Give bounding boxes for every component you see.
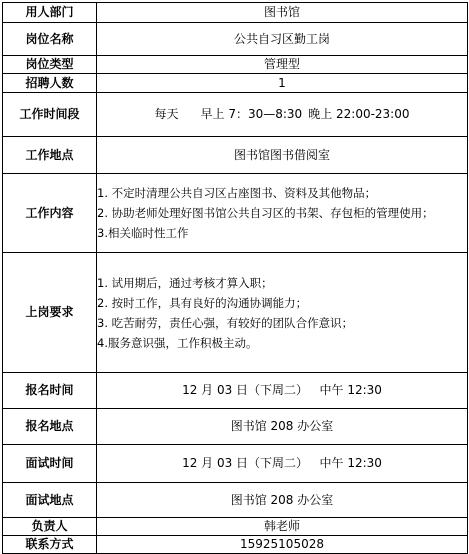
row-position-name (3, 23, 468, 56)
position-type-label: 岗位类型 (3, 56, 97, 74)
requirements-list (97, 253, 468, 373)
location-value: 图书馆图书借阅室 (97, 137, 468, 174)
location-label: 工作地点 (3, 137, 97, 174)
requirement-item: 2. 按时工作，具有良好的沟通协调能力； (97, 295, 308, 310)
headcount-value: 1 (97, 74, 468, 93)
requirements-label: 上岗要求 (3, 253, 97, 373)
row-requirements (3, 253, 468, 373)
row-duties (3, 174, 468, 253)
interview-time-value: 12 月 03 日（下周二） 中午 12:30 (97, 445, 468, 483)
row-signup-time (3, 373, 468, 409)
headcount-label: 招聘人数 (3, 74, 97, 93)
contact-phone-value: 15925105028 (97, 536, 468, 554)
interview-place-label: 面试地点 (3, 483, 97, 518)
contact-phone-label: 联系方式 (3, 536, 97, 554)
row-department (3, 3, 468, 23)
duty-item: 2. 协助老师处理好图书馆公共自习区的书架、存包柜的管理使用； (97, 206, 434, 220)
row-signup-place (3, 409, 468, 445)
requirement-item: 4.服务意识强，工作积极主动。 (97, 335, 258, 350)
department-label: 用人部门 (3, 3, 97, 23)
contact-person-label: 负责人 (3, 518, 97, 536)
position-name-label: 岗位名称 (3, 23, 97, 56)
row-location (3, 137, 468, 174)
work-hours-morning: 早上 7：30—8:30 (200, 107, 303, 122)
duties-list (97, 174, 468, 253)
signup-time-value: 12 月 03 日（下周二） 中午 12:30 (97, 373, 468, 409)
row-headcount (3, 74, 468, 93)
signup-place-label: 报名地点 (3, 409, 97, 445)
contact-person-value: 韩老师 (97, 518, 468, 536)
interview-time-label: 面试时间 (3, 445, 97, 483)
row-interview-place (3, 483, 468, 518)
interview-place-value: 图书馆 208 办公室 (97, 483, 468, 518)
work-hours-day: 每天 (154, 107, 179, 122)
row-work-hours (3, 93, 468, 137)
signup-place-value: 图书馆 208 办公室 (97, 409, 468, 445)
row-interview-time (3, 445, 468, 483)
position-name-value: 公共自习区勤工岗 (97, 23, 468, 56)
duty-item: 3.相关临时性工作 (97, 226, 189, 240)
requirement-item: 3. 吃苦耐劳，责任心强，有较好的团队合作意识； (97, 315, 354, 330)
work-hours-label: 工作时间段 (3, 93, 97, 137)
row-position-type (3, 56, 468, 74)
position-type-value: 管理型 (97, 56, 468, 74)
work-hours-value (97, 93, 468, 137)
job-posting-table (2, 2, 468, 554)
work-hours-evening: 晚上 22:00-23:00 (308, 107, 410, 122)
department-value: 图书馆 (97, 3, 468, 23)
duty-item: 1. 不定时清理公共自习区占座图书、资料及其他物品； (97, 186, 377, 200)
signup-time-label: 报名时间 (3, 373, 97, 409)
duties-label: 工作内容 (3, 174, 97, 253)
requirement-item: 1. 试用期后，通过考核才算入职； (97, 275, 273, 290)
row-contact-person (3, 518, 468, 536)
